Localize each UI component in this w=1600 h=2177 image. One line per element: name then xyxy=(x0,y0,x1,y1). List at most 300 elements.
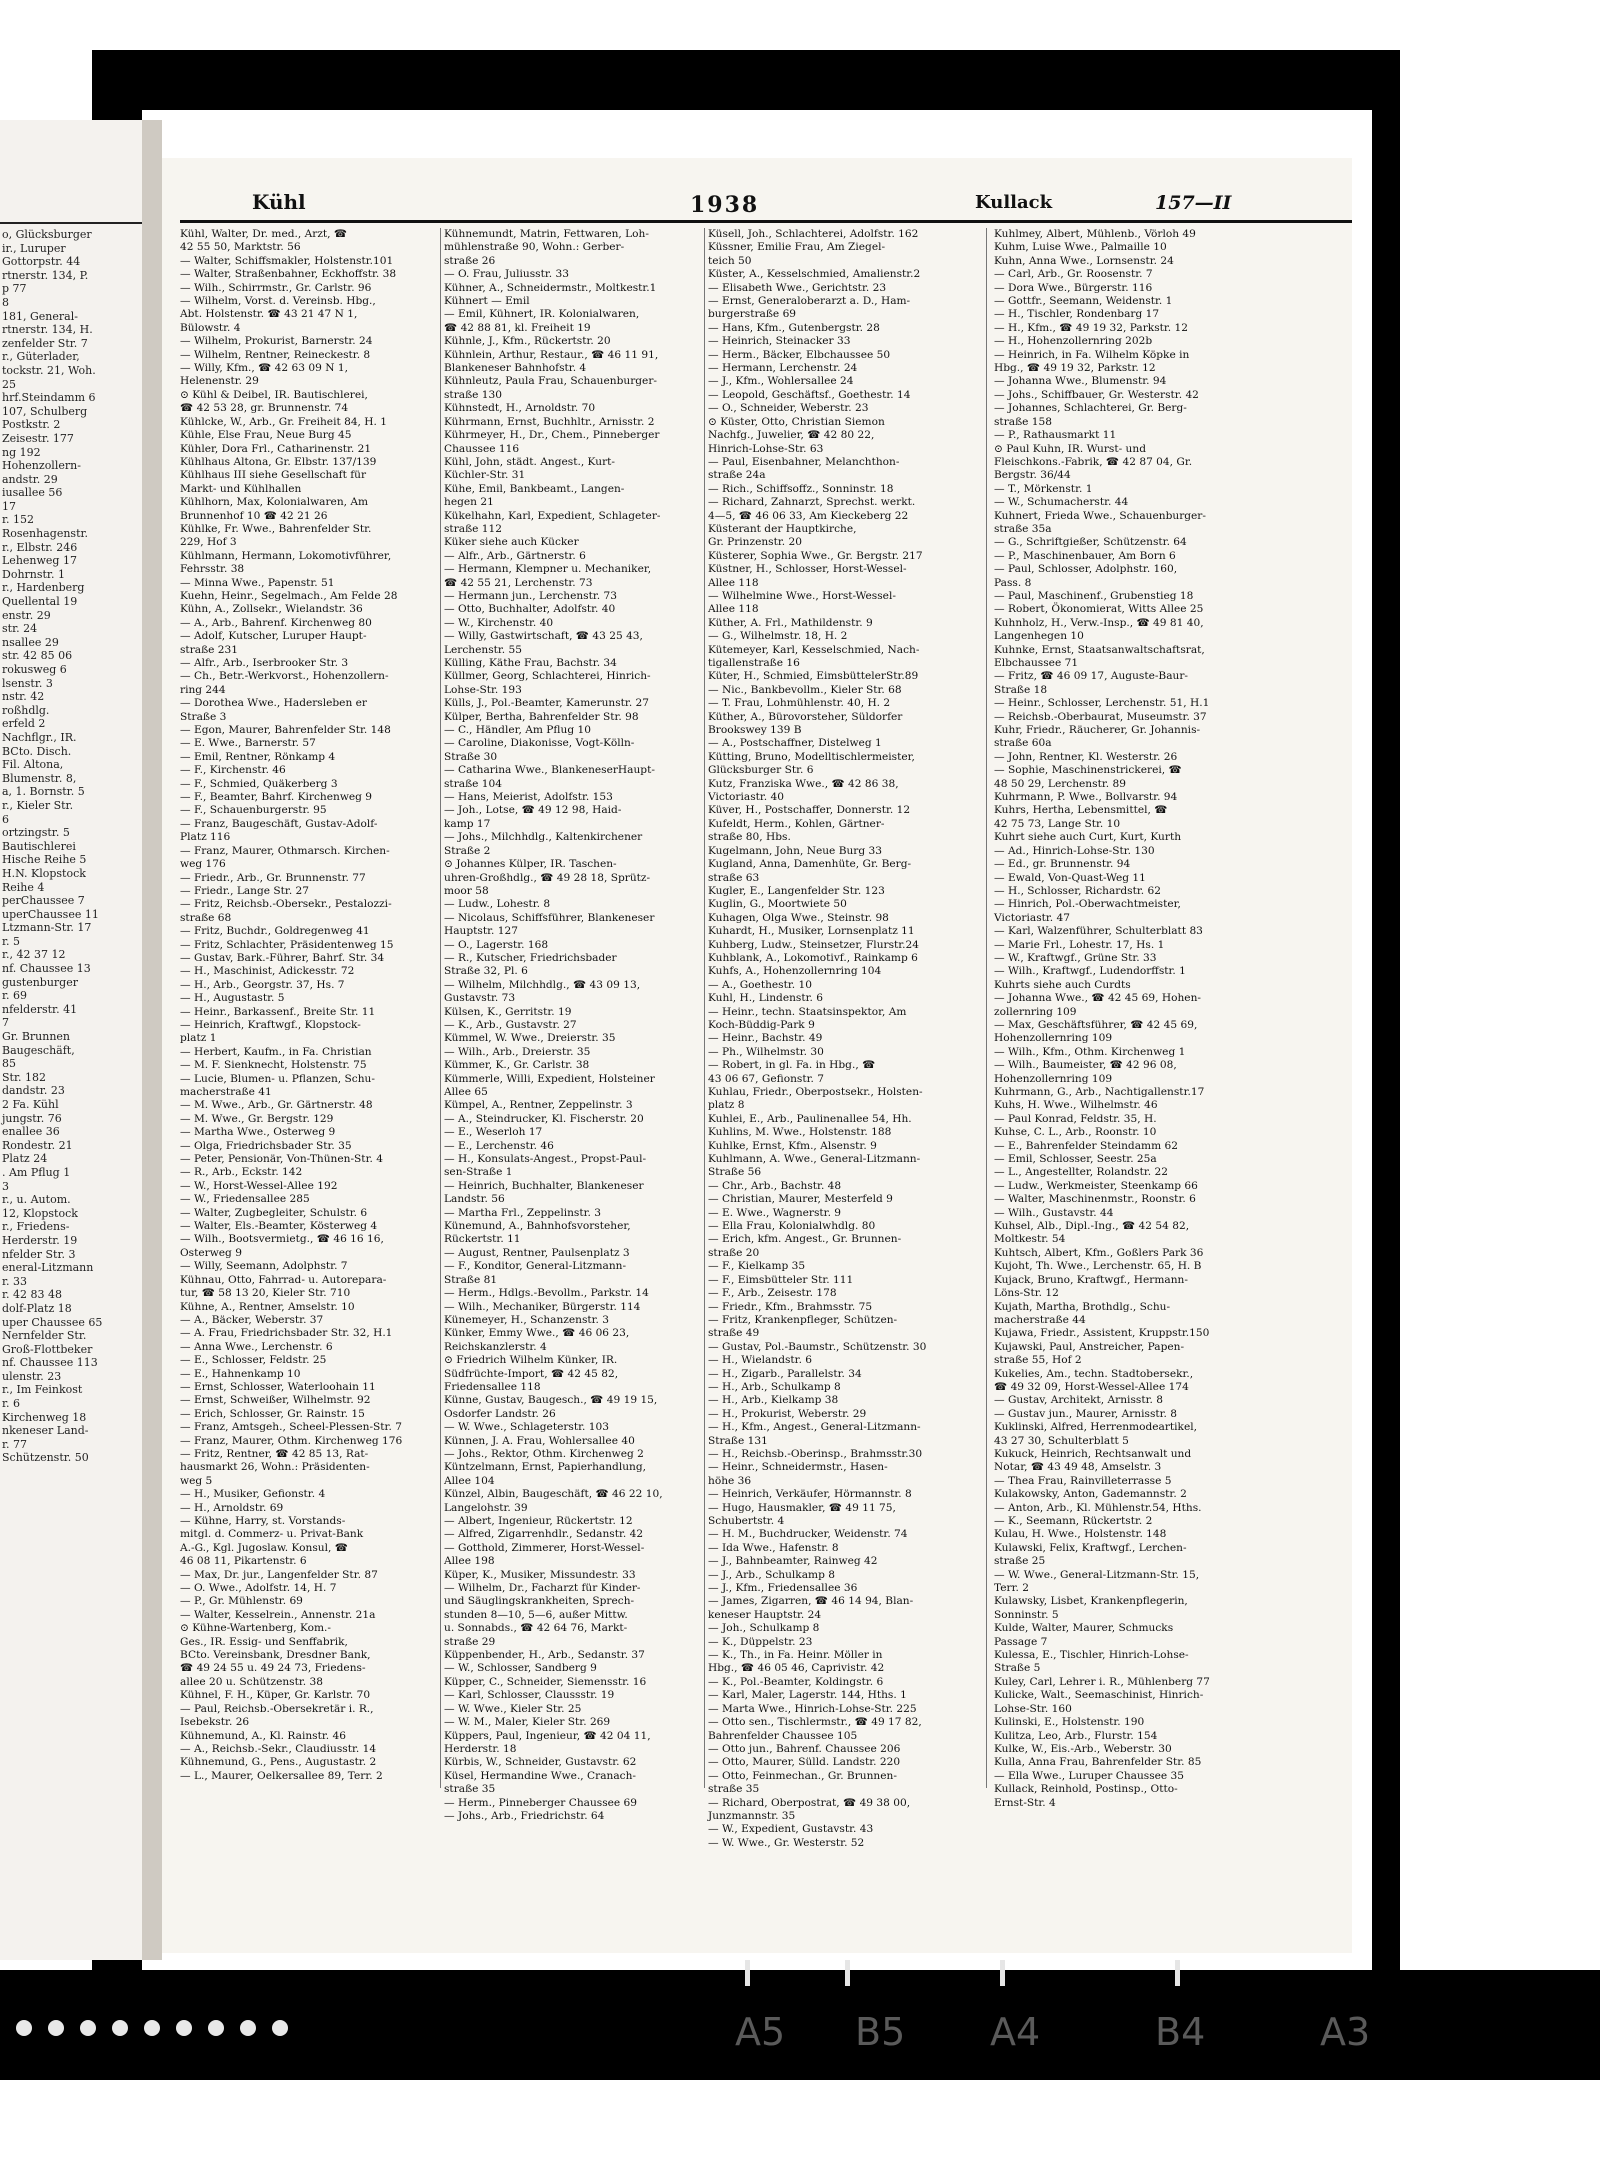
directory-entry-line: Friedensallee 118 xyxy=(444,1380,541,1393)
directory-entry-line: — Anna Wwe., Lerchenstr. 6 xyxy=(180,1340,333,1353)
header-left-word: Kühl xyxy=(252,190,306,214)
directory-entry-line: Küllmer, Georg, Schlachterei, Hinrich- xyxy=(444,670,651,683)
directory-entry-line: — A., Reichsb.-Sekr., Claudiusstr. 14 xyxy=(180,1742,377,1755)
directory-entry-line: sen-Straße 1 xyxy=(444,1166,513,1179)
directory-entry-line: Kühnlein, Arthur, Restaur., ☎ 46 11 91, xyxy=(444,348,659,361)
film-perforation xyxy=(240,2020,256,2036)
left-page-line: 6 xyxy=(2,812,9,826)
directory-entry-line: Kührmann, Ernst, Buchhltr., Arnisstr. 2 xyxy=(444,415,655,428)
directory-entry-line: — Franz, Amtsgeh., Scheel-Plessen-Str. 7 xyxy=(180,1421,402,1434)
directory-entry-line: — Hinrich, Pol.-Oberwachtmeister, xyxy=(994,898,1181,911)
film-label: B4 xyxy=(1155,2010,1206,2054)
left-page-line: ir., Luruper xyxy=(2,241,66,255)
directory-entry-line: Hinrich-Lohse-Str. 63 xyxy=(708,442,824,455)
directory-entry-line: Kulawski, Felix, Kraftwgf., Lerchen- xyxy=(994,1541,1187,1554)
left-page-line: r. 42 83 48 xyxy=(2,1288,63,1302)
directory-entry-line: — Wilhelmine Wwe., Horst-Wessel- xyxy=(708,589,896,602)
directory-entry-line: — Ludw., Werkmeister, Steenkamp 66 xyxy=(994,1179,1198,1192)
left-page-line: 8 xyxy=(2,295,9,309)
directory-entry-line: ⊙ Kühne-Wartenberg, Kom.- xyxy=(180,1622,331,1635)
directory-entry-line: Kühnleutz, Paula Frau, Schauenburger- xyxy=(444,375,657,388)
directory-entry-line: — Walter, Kesselrein., Annenstr. 21a xyxy=(180,1608,376,1621)
left-page-line: gustenburger xyxy=(2,975,78,989)
directory-entry-line: — Wilh., Bootsvermietg., ☎ 46 16 16, xyxy=(180,1233,384,1246)
left-page-line: str. 42 85 06 xyxy=(2,649,73,663)
left-page-line: Hohenzollern- xyxy=(2,459,81,473)
left-page-line: nf. Chaussee 13 xyxy=(2,962,91,976)
directory-entry-line: — H., Schlosser, Richardstr. 62 xyxy=(994,884,1161,897)
film-label: A4 xyxy=(990,2010,1041,2054)
directory-entry-line: Sonninstr. 5 xyxy=(994,1608,1059,1621)
directory-entry-line: — Nicolaus, Schiffsführer, Blankeneser xyxy=(444,911,655,924)
left-page-line: Lehenweg 17 xyxy=(2,554,77,568)
directory-entry-line: — W. M., Maler, Kieler Str. 269 xyxy=(444,1716,611,1729)
directory-entry-line: — Fritz, Schlachter, Präsidentenweg 15 xyxy=(180,938,394,951)
directory-entry-line: — Willy, Kfm., ☎ 42 63 09 N 1, xyxy=(180,362,348,375)
directory-entry-line: — Gustav jun., Maurer, Arnisstr. 8 xyxy=(994,1407,1178,1420)
directory-entry-line: — A. Frau, Friedrichsbader Str. 32, H.1 xyxy=(180,1327,393,1340)
directory-entry-line: ☎ 49 24 55 u. 49 24 73, Friedens- xyxy=(180,1662,366,1675)
directory-entry-line: Notar, ☎ 43 49 48, Amselstr. 3 xyxy=(994,1461,1162,1474)
directory-entry-line: — H., Arb., Kielkamp 38 xyxy=(708,1394,839,1407)
left-page-line: 107, Schulberg xyxy=(2,404,88,418)
directory-entry-line: straße 231 xyxy=(180,643,239,656)
directory-entry-line: — T., Mörkenstr. 1 xyxy=(994,482,1093,495)
directory-entry-line: ☎ 42 53 28, gr. Brunnenstr. 74 xyxy=(180,402,349,415)
column-divider xyxy=(440,228,441,1788)
left-page-line: r., 42 37 12 xyxy=(2,948,66,962)
directory-entry-line: Kümpel, A., Rentner, Zeppelinstr. 3 xyxy=(444,1099,633,1112)
directory-entry-line: Kuhlins, M. Wwe., Holstenstr. 188 xyxy=(708,1126,892,1139)
directory-entry-line: Kufeldt, Herm., Kohlen, Gärtner- xyxy=(708,817,885,830)
directory-entry-line: — Caroline, Diakonisse, Vogt-Kölln- xyxy=(444,737,635,750)
directory-entry-line: — E., Hahnenkamp 10 xyxy=(180,1367,301,1380)
directory-entry-line: — A., Postschaffner, Distelweg 1 xyxy=(708,737,882,750)
directory-entry-line: burgerstraße 69 xyxy=(708,308,797,321)
left-page-line: H.N. Klopstock xyxy=(2,866,86,880)
directory-entry-line: — Emil, Kühnert, IR. Kolonialwaren, xyxy=(444,308,640,321)
directory-entry-line: Küter, H., Schmied, EimsbüttelerStr.89 xyxy=(708,670,919,683)
directory-entry-line: Victoriastr. 40 xyxy=(708,791,784,804)
directory-entry-line: — A., Steindrucker, Kl. Fischerstr. 20 xyxy=(444,1112,644,1125)
directory-entry-line: — Wilh., Kraftwgf., Ludendorffstr. 1 xyxy=(994,965,1186,978)
directory-entry-line: Kujath, Martha, Brothdlg., Schu- xyxy=(994,1300,1171,1313)
directory-entry-line: — L., Angestellter, Rolandstr. 22 xyxy=(994,1166,1168,1179)
directory-entry-line: 42 75 73, Lange Str. 10 xyxy=(994,817,1121,830)
column-divider xyxy=(986,228,987,1788)
directory-entry-line: — Erich, Schlosser, Gr. Rainstr. 15 xyxy=(180,1407,365,1420)
directory-entry-line: — Otto, Feinmechan., Gr. Brunnen- xyxy=(708,1769,897,1782)
directory-entry-line: — Sophie, Maschinenstrickerei, ☎ xyxy=(994,764,1182,777)
directory-entry-line: Bülowstr. 4 xyxy=(180,321,241,334)
left-page-line: 17 xyxy=(2,499,16,513)
directory-entry-line: — Chr., Arb., Bachstr. 48 xyxy=(708,1179,842,1192)
left-page-line: nstr. 42 xyxy=(2,690,45,704)
left-page-line: o, Glücksburger xyxy=(2,228,92,241)
directory-entry-line: — Wilh., Arb., Dreierstr. 35 xyxy=(444,1045,591,1058)
left-page-line: r. 152 xyxy=(2,513,35,527)
left-page-line: 7 xyxy=(2,1016,9,1030)
directory-entry-line: straße 35a xyxy=(994,522,1052,535)
film-perforation xyxy=(144,2020,160,2036)
directory-entry-line: Kühl, Walter, Dr. med., Arzt, ☎ xyxy=(180,228,348,240)
directory-entry-line: stunden 8—10, 5—6, außer Mittw. xyxy=(444,1608,628,1621)
left-page-line: r. 5 xyxy=(2,934,21,948)
directory-entry-line: Kühne, A., Rentner, Amselstr. 10 xyxy=(180,1300,355,1313)
left-page-line: nfelderstr. 41 xyxy=(2,1002,78,1016)
directory-entry-line: — Heinr., Schlosser, Lerchenstr. 51, H.1 xyxy=(994,697,1210,710)
directory-entry-line: — P., Maschinenbauer, Am Born 6 xyxy=(994,549,1176,562)
directory-entry-line: — H., Musiker, Gefionstr. 4 xyxy=(180,1488,326,1501)
directory-entry-line: — Olga, Friedrichsbader Str. 35 xyxy=(180,1139,352,1152)
directory-entry-line: Straße 5 xyxy=(994,1662,1041,1675)
directory-entry-line: — H., Arnoldstr. 69 xyxy=(180,1501,284,1514)
directory-entry-line: Kühe, Emil, Bankbeamt., Langen- xyxy=(444,482,625,495)
directory-entry-line: Küppers, Paul, Ingenieur, ☎ 42 04 11, xyxy=(444,1729,651,1742)
directory-entry-line: — M. Wwe., Gr. Bergstr. 129 xyxy=(180,1112,334,1125)
left-page-line: r., Hardenberg xyxy=(2,581,85,595)
directory-entry-line: — W., Friedensallee 285 xyxy=(180,1193,310,1206)
directory-entry-line: Kühnstedt, H., Arnoldstr. 70 xyxy=(444,402,596,415)
left-page-line: Schützenstr. 50 xyxy=(2,1451,89,1465)
directory-entry-line: macherstraße 41 xyxy=(180,1086,272,1098)
film-perforation xyxy=(80,2020,96,2036)
directory-entry-line: — F., Arb., Zeisestr. 178 xyxy=(708,1287,837,1300)
directory-entry-line: straße 68 xyxy=(180,911,232,924)
directory-entry-line: u. Sonnabds., ☎ 42 64 76, Markt- xyxy=(444,1622,628,1635)
directory-entry-line: Kulau, H. Wwe., Holstenstr. 148 xyxy=(994,1528,1167,1541)
directory-entry-line: Fehrsstr. 38 xyxy=(180,563,245,576)
directory-entry-line: — E., Bahrenfelder Steindamm 62 xyxy=(994,1139,1178,1152)
directory-entry-line: Kümmel, W. Wwe., Dreierstr. 35 xyxy=(444,1032,616,1045)
left-page-line: 12, Klopstock xyxy=(2,1206,78,1220)
left-page-line: rtnerstr. 134, P. xyxy=(2,268,89,282)
directory-entry-line: — J., Arb., Schulkamp 8 xyxy=(708,1568,835,1581)
left-page-line: a, 1. Bornstr. 5 xyxy=(2,785,85,799)
left-page-line: r., Im Feinkost xyxy=(2,1383,83,1397)
directory-entry-line: tigallenstraße 16 xyxy=(708,657,800,669)
directory-entry-line: Elbchaussee 71 xyxy=(994,657,1079,669)
directory-entry-line: Ernst-Str. 4 xyxy=(994,1796,1056,1809)
directory-entry-line: — Adolf, Kutscher, Luruper Haupt- xyxy=(180,630,367,643)
directory-entry-line: Kutz, Franziska Wwe., ☎ 42 86 38, xyxy=(708,777,899,790)
directory-entry-line: Kühlhaus III siehe Gesellschaft für xyxy=(180,469,367,482)
left-page-line: Str. 182 xyxy=(2,1070,46,1084)
left-page-fragment xyxy=(0,120,142,1960)
directory-entry-line: — H., Hohenzollernring 202b xyxy=(994,335,1153,348)
directory-entry-line: Kulitza, Leo, Arb., Flurstr. 154 xyxy=(994,1729,1158,1742)
directory-entry-line: — Ella Frau, Kolonialwhdlg. 80 xyxy=(708,1220,876,1233)
left-page-line: Postkstr. 2 xyxy=(2,418,61,432)
left-page-line: Bautischlerei xyxy=(2,839,76,853)
directory-entry-line: straße 24a xyxy=(708,469,766,482)
directory-entry-line: Kuhse, C. L., Arb., Roonstr. 10 xyxy=(994,1126,1157,1139)
directory-entry-line: — Franz, Maurer, Othm. Kirchenweg 176 xyxy=(180,1434,403,1447)
left-page-line: r. 33 xyxy=(2,1274,28,1288)
film-border-right xyxy=(1372,50,1400,2035)
directory-entry-line: — Walter, Maschinenmstr., Roonstr. 6 xyxy=(994,1193,1196,1206)
directory-entry-line: Kührmeyer, H., Dr., Chem., Pinneberger xyxy=(444,429,660,442)
directory-entry-line: — K., Seemann, Rückertstr. 2 xyxy=(994,1515,1153,1527)
directory-entry-line: Kuhl, H., Lindenstr. 6 xyxy=(708,992,823,1005)
directory-entry-line: Herderstr. 18 xyxy=(444,1742,517,1755)
directory-entry-line: — F., Konditor, General-Litzmann- xyxy=(444,1260,627,1273)
directory-entry-line: Kükelhahn, Karl, Expedient, Schlageter- xyxy=(444,509,661,522)
directory-entry-line: — H., Arb., Schulkamp 8 xyxy=(708,1380,841,1393)
directory-entry-line: — Fritz, Krankenpfleger, Schützen- xyxy=(708,1313,898,1326)
directory-entry-line: Kuhs, H. Wwe., Wilhelmstr. 46 xyxy=(994,1099,1158,1112)
directory-entry-line: — Leopold, Geschäftsf., Goethestr. 14 xyxy=(708,388,911,401)
directory-entry-line: Kühlcke, W., Arb., Gr. Freiheit 84, H. 1 xyxy=(180,415,388,428)
directory-entry-line: — Heinrich, Verkäufer, Hörmannstr. 8 xyxy=(708,1488,912,1501)
directory-entry-line: — Wilh., Mechaniker, Bürgerstr. 114 xyxy=(444,1300,641,1313)
directory-entry-line: A.-G., Kgl. Jugoslaw. Konsul, ☎ xyxy=(180,1541,348,1554)
directory-entry-line: ring 244 xyxy=(180,683,226,696)
directory-entry-line: teich 50 xyxy=(708,254,752,267)
directory-entry-line: Kuhrmann, P. Wwe., Bollvarstr. 94 xyxy=(994,791,1178,804)
directory-entry-line: — K., Düppelstr. 23 xyxy=(708,1635,813,1648)
directory-entry-line: Allee 198 xyxy=(444,1555,495,1568)
directory-entry-line: Kuhtsch, Albert, Kfm., Goßlers Park 36 xyxy=(994,1246,1204,1259)
directory-entry-line: Chaussee 116 xyxy=(444,442,520,455)
directory-entry-line: — Fritz, Reichsb.-Obersekr., Pestalozzi- xyxy=(180,898,392,911)
directory-entry-line: — Ella Wwe., Luruper Chaussee 35 xyxy=(994,1769,1185,1782)
directory-entry-line: straße 20 xyxy=(708,1246,760,1259)
directory-entry-line: — Johs., Arb., Friedrichstr. 64 xyxy=(444,1809,605,1822)
directory-entry-line: ⊙ Kühl & Deibel, IR. Bautischlerei, xyxy=(180,388,368,401)
directory-entry-line: Kümmer, K., Gr. Carlstr. 38 xyxy=(444,1059,590,1072)
directory-entry-line: Küchler-Str. 31 xyxy=(444,469,526,482)
directory-entry-line: Nachfg., Juwelier, ☎ 42 80 22, xyxy=(708,429,875,442)
left-page-line: tockstr. 21, Woh. xyxy=(2,363,96,377)
directory-entry-line: Kühnel, F. H., Küper, Gr. Karlstr. 70 xyxy=(180,1689,371,1702)
directory-entry-line: — J., Kfm., Friedensallee 36 xyxy=(708,1582,858,1595)
directory-entry-line: mühlenstraße 90, Wohn.: Gerber- xyxy=(444,241,625,254)
directory-entry-line: — H., Kfm., Angest., General-Litzmann- xyxy=(708,1421,921,1434)
directory-entry-line: — Paul, Reichsb.-Obersekretär i. R., xyxy=(180,1702,374,1715)
directory-entry-line: — Fritz, Buchdr., Goldregenweg 41 xyxy=(180,925,370,938)
directory-entry-line: — Kühne, Harry, st. Vorstands- xyxy=(180,1515,346,1527)
directory-entry-line: ⊙ Johannes Külper, IR. Taschen- xyxy=(444,858,617,871)
directory-entry-line: Kuehn, Heinr., Segelmach., Am Felde 28 xyxy=(180,589,398,602)
directory-entry-line: — Walter, Zugbegleiter, Schulstr. 6 xyxy=(180,1206,368,1219)
directory-entry-line: Kühnemundt, Matrin, Fettwaren, Loh- xyxy=(444,228,649,240)
directory-entry-line: Fleischkons.-Fabrik, ☎ 42 87 04, Gr. xyxy=(994,455,1193,468)
directory-entry-line: Victoriastr. 47 xyxy=(994,911,1070,924)
directory-entry-line: Künzel, Albin, Baugeschäft, ☎ 46 22 10, xyxy=(444,1488,663,1501)
directory-entry-line: Pass. 8 xyxy=(994,576,1032,589)
directory-entry-line: Helenenstr. 29 xyxy=(180,375,259,388)
directory-entry-line: Künker, Emmy Wwe., ☎ 46 06 23, xyxy=(444,1327,630,1340)
directory-entry-line: weg 5 xyxy=(180,1474,213,1487)
directory-entry-line: Kujawski, Paul, Anstreicher, Papen- xyxy=(994,1340,1185,1353)
directory-entry-line: 43 06 67, Gefionstr. 7 xyxy=(708,1072,824,1085)
directory-entry-line: — Ed., gr. Brunnenstr. 94 xyxy=(994,858,1131,871)
directory-entry-line: Allee 118 xyxy=(708,576,759,589)
directory-entry-line: — Alfr., Arb., Iserbrooker Str. 3 xyxy=(180,657,349,669)
directory-entry-line: — Paul, Schlosser, Adolphstr. 160, xyxy=(994,563,1178,576)
directory-entry-line: — K., Arb., Gustavstr. 27 xyxy=(444,1018,577,1031)
directory-entry-line: — Ewald, Von-Quast-Weg 11 xyxy=(994,871,1146,884)
directory-entry-line: 42 55 50, Marktstr. 56 xyxy=(180,241,301,254)
directory-entry-line: — Anton, Arb., Kl. Mühlenstr.54, Hths. xyxy=(994,1501,1202,1514)
directory-entry-line: — H., Maschinist, Adickesstr. 72 xyxy=(180,965,355,978)
directory-entry-line: — Wilhelm, Rentner, Reineckestr. 8 xyxy=(180,348,371,361)
directory-entry-line: Küther, A. Frl., Mathildenstr. 9 xyxy=(708,616,873,629)
directory-entry-line: — E., Schlosser, Feldstr. 25 xyxy=(180,1354,327,1367)
directory-entry-line: — Herm., Bäcker, Elbchaussee 50 xyxy=(708,348,891,361)
left-page-line: Reihe 4 xyxy=(2,880,45,894)
directory-entry-line: Kühle, Else Frau, Neue Burg 45 xyxy=(180,429,352,442)
directory-entry-line: Blankeneser Bahnhofstr. 4 xyxy=(444,362,587,375)
directory-entry-line: — Carl, Arb., Gr. Roosenstr. 7 xyxy=(994,268,1153,281)
directory-entry-line: — Ernst, Schlosser, Waterloohain 11 xyxy=(180,1380,376,1393)
directory-entry-line: 43 27 30, Schulterblatt 5 xyxy=(994,1434,1129,1447)
directory-entry-line: straße 63 xyxy=(708,871,760,884)
left-page-line: ulenstr. 23 xyxy=(2,1369,62,1383)
directory-entry-line: — W., Schlosser, Sandberg 9 xyxy=(444,1662,597,1675)
directory-entry-line: Kulawsky, Lisbet, Krankenpflegerin, xyxy=(994,1595,1188,1608)
directory-entry-line: Kürbis, W., Schneider, Gustavstr. 62 xyxy=(444,1756,637,1769)
directory-entry-line: Külsen, K., Gerritstr. 19 xyxy=(444,1005,572,1018)
directory-entry-line: Junzmannstr. 35 xyxy=(708,1809,796,1822)
directory-entry-line: — Otto sen., Tischlermstr., ☎ 49 17 82, xyxy=(708,1716,922,1729)
left-page-text xyxy=(2,228,102,1465)
directory-entry-line: — Wilhelm, Prokurist, Barnerstr. 24 xyxy=(180,335,373,348)
directory-entry-line: Küsell, Joh., Schlachterei, Adolfstr. 162 xyxy=(708,228,919,240)
directory-entry-line: — C., Händler, Am Pflug 10 xyxy=(444,724,591,737)
directory-entry-line: Kühlhaus Altona, Gr. Elbstr. 137/139 xyxy=(180,455,377,468)
directory-entry-line: Küper, K., Musiker, Missundestr. 33 xyxy=(444,1568,636,1581)
left-page-line: r., u. Autom. xyxy=(2,1193,71,1207)
directory-entry-line: — H., Wielandstr. 6 xyxy=(708,1354,813,1367)
directory-entry-line: — O. Wwe., Adolfstr. 14, H. 7 xyxy=(180,1582,337,1595)
directory-entry-line: — Robert, in gl. Fa. in Hbg., ☎ xyxy=(708,1059,876,1072)
directory-entry-line: Küppenbender, H., Arb., Sedanstr. 37 xyxy=(444,1649,645,1662)
directory-entry-line: Kuhrt siehe auch Curt, Kurt, Kurth xyxy=(994,831,1182,844)
directory-entry-line: — Peter, Pensionär, Von-Thünen-Str. 4 xyxy=(180,1153,383,1166)
header-page-number: 157—II xyxy=(1155,192,1232,214)
directory-entry-line: — W., Expedient, Gustavstr. 43 xyxy=(708,1823,874,1836)
left-page-line: Rosenhagenstr. xyxy=(2,527,89,541)
directory-entry-line: — A., Bäcker, Weberstr. 37 xyxy=(180,1313,324,1326)
left-page-line: Gottorpstr. 44 xyxy=(2,255,81,269)
directory-entry-line: — Wilhelm, Dr., Facharzt für Kinder- xyxy=(444,1582,641,1595)
directory-entry-line: — Karl, Walzenführer, Schulterblatt 83 xyxy=(994,925,1203,938)
directory-entry-line: straße 49 xyxy=(708,1327,760,1340)
directory-entry-line: Terr. 2 xyxy=(994,1582,1029,1595)
directory-entry-line: Straße 18 xyxy=(994,683,1048,696)
directory-entry-line: — Thea Frau, Rainvilleterrasse 5 xyxy=(994,1474,1172,1487)
directory-entry-line: — Ernst, Generaloberarzt a. D., Ham- xyxy=(708,295,911,308)
directory-entry-line: — Paul, Eisenbahner, Melanchthon- xyxy=(708,455,900,468)
directory-entry-line: — Reichsb.-Oberbaurat, Museumstr. 37 xyxy=(994,710,1207,723)
directory-entry-line: — Gustav, Bark.-Führer, Bahrf. Str. 34 xyxy=(180,951,385,964)
directory-entry-line: — Johs., Schiffbauer, Gr. Westerstr. 42 xyxy=(994,388,1199,401)
directory-entry-line: — Friedr., Kfm., Brahmsstr. 75 xyxy=(708,1300,873,1313)
directory-entry-line: — W., Kraftwgf., Grüne Str. 33 xyxy=(994,951,1157,964)
directory-entry-line: Lohse-Str. 193 xyxy=(444,683,522,696)
left-page-line: r., Friedens- xyxy=(2,1220,70,1234)
directory-entry-line: Kujack, Bruno, Kraftwgf., Hermann- xyxy=(994,1273,1188,1286)
directory-entry-line: Koch-Büddig-Park 9 xyxy=(708,1018,815,1031)
directory-entry-line: — Johannes, Schlachterei, Gr. Berg- xyxy=(994,402,1187,415)
directory-entry-line: Hbg., ☎ 49 19 32, Parkstr. 12 xyxy=(994,362,1156,375)
directory-entry-line: — Egon, Maurer, Bahrenfelder Str. 148 xyxy=(180,724,391,737)
directory-entry-line: — Lucie, Blumen- u. Pflanzen, Schu- xyxy=(180,1072,375,1085)
film-label: A3 xyxy=(1320,2010,1371,2054)
left-page-line: zenfelder Str. 7 xyxy=(2,336,88,350)
left-page-line: nfelder Str. 3 xyxy=(2,1247,76,1261)
directory-entry-line: — F., Kielkamp 35 xyxy=(708,1260,806,1273)
directory-entry-line: Kuhlau, Friedr., Oberpostsekr., Holsten- xyxy=(708,1086,923,1098)
directory-entry-line: — Franz, Maurer, Othmarsch. Kirchen- xyxy=(180,844,390,857)
directory-entry-line: Allee 104 xyxy=(444,1474,495,1487)
left-page-line: enstr. 29 xyxy=(2,608,51,622)
directory-entry-line: Kulessa, E., Tischler, Hinrich-Lohse- xyxy=(994,1649,1189,1662)
left-page-line: . Am Pflug 1 xyxy=(2,1165,71,1179)
directory-entry-line: straße 26 xyxy=(444,254,496,267)
directory-entry-line: Lohse-Str. 160 xyxy=(994,1702,1072,1715)
directory-entry-line: Kuhsel, Alb., Dipl.-Ing., ☎ 42 54 82, xyxy=(994,1220,1190,1233)
directory-entry-line: Külls, J., Pol.-Beamter, Kamerunstr. 27 xyxy=(444,697,650,710)
directory-entry-line: — Wilh., Kfm., Othm. Kirchenweg 1 xyxy=(994,1045,1186,1058)
directory-entry-line: — J., Bahnbeamter, Rainweg 42 xyxy=(708,1555,878,1568)
directory-entry-line: — Ernst, Schweißer, Wilhelmstr. 92 xyxy=(180,1394,371,1407)
directory-entry-line: höhe 36 xyxy=(708,1474,752,1487)
directory-entry-line: ⊙ Küster, Otto, Christian Siemon xyxy=(708,415,885,428)
directory-entry-line: straße 35 xyxy=(444,1783,496,1796)
directory-entry-line: straße 60a xyxy=(994,737,1052,750)
directory-entry-line: — Emil, Rentner, Rönkamp 4 xyxy=(180,750,336,763)
directory-entry-line: — H., Kfm., ☎ 49 19 32, Parkstr. 12 xyxy=(994,321,1189,334)
directory-entry-line: Kulde, Walter, Maurer, Schmucks xyxy=(994,1622,1174,1635)
directory-entry-line: — Karl, Maler, Lagerstr. 144, Hths. 1 xyxy=(708,1689,907,1702)
directory-entry-line: — W. Wwe., Gr. Westerstr. 52 xyxy=(708,1836,865,1849)
directory-entry-line: — W., Schumacherstr. 44 xyxy=(994,496,1129,509)
directory-entry-line: Küver, H., Postschaffer, Donnerstr. 12 xyxy=(708,804,911,817)
directory-entry-line: — Walter, Schiffsmakler, Holstenstr.101 xyxy=(180,254,394,267)
left-page-line: Quellental 19 xyxy=(2,595,78,609)
directory-entry-line: — P., Rathausmarkt 11 xyxy=(994,429,1117,442)
directory-entry-line: — Fritz, ☎ 46 09 17, Auguste-Baur- xyxy=(994,670,1188,683)
directory-entry-line: — Karl, Schlosser, Claussstr. 19 xyxy=(444,1689,615,1702)
directory-entry-line: — Dora Wwe., Bürgerstr. 116 xyxy=(994,281,1153,294)
directory-entry-line: Kulicke, Walt., Seemaschinist, Hinrich- xyxy=(994,1689,1204,1702)
directory-entry-line: ☎ 42 88 81, kl. Freiheit 19 xyxy=(444,321,591,334)
directory-entry-line: Schubertstr. 4 xyxy=(708,1515,785,1527)
directory-entry-line: Kühnau, Otto, Fahrrad- u. Autorepara- xyxy=(180,1273,387,1286)
directory-entry-line: Kuhrmann, G., Arb., Nachtigallenstr.17 xyxy=(994,1086,1205,1098)
directory-entry-line: — Willy, Seemann, Adolphstr. 7 xyxy=(180,1260,348,1273)
directory-column-3 xyxy=(708,228,966,1849)
left-page-line: BCto. Disch. xyxy=(2,744,72,758)
directory-entry-line: — H., Arb., Georgstr. 37, Hs. 7 xyxy=(180,978,345,991)
directory-entry-line: — Max, Geschäftsführer, ☎ 42 45 69, xyxy=(994,1018,1198,1031)
directory-entry-line: Kühlke, Fr. Wwe., Bahrenfelder Str. xyxy=(180,522,372,535)
directory-entry-line: 229, Hof 3 xyxy=(180,536,237,549)
left-page-line: r., Kieler Str. xyxy=(2,798,74,812)
directory-entry-line: Löns-Str. 12 xyxy=(994,1287,1059,1300)
directory-entry-line: — F., Beamter, Bahrf. Kirchenweg 9 xyxy=(180,791,373,804)
directory-entry-line: Kuley, Carl, Lehrer i. R., Mühlenberg 77 xyxy=(994,1675,1210,1688)
directory-entry-line: Langelohstr. 39 xyxy=(444,1501,528,1514)
directory-entry-line: — P., Gr. Mühlenstr. 69 xyxy=(180,1595,303,1608)
left-page-line: rtnerstr. 134, H. xyxy=(2,323,93,337)
directory-entry-line: — Friedr., Arb., Gr. Brunnenstr. 77 xyxy=(180,871,366,884)
directory-entry-line: — W. Wwe., General-Litzmann-Str. 15, xyxy=(994,1568,1200,1581)
directory-entry-line: Kühn, A., Zollsekr., Wielandstr. 36 xyxy=(180,603,363,616)
